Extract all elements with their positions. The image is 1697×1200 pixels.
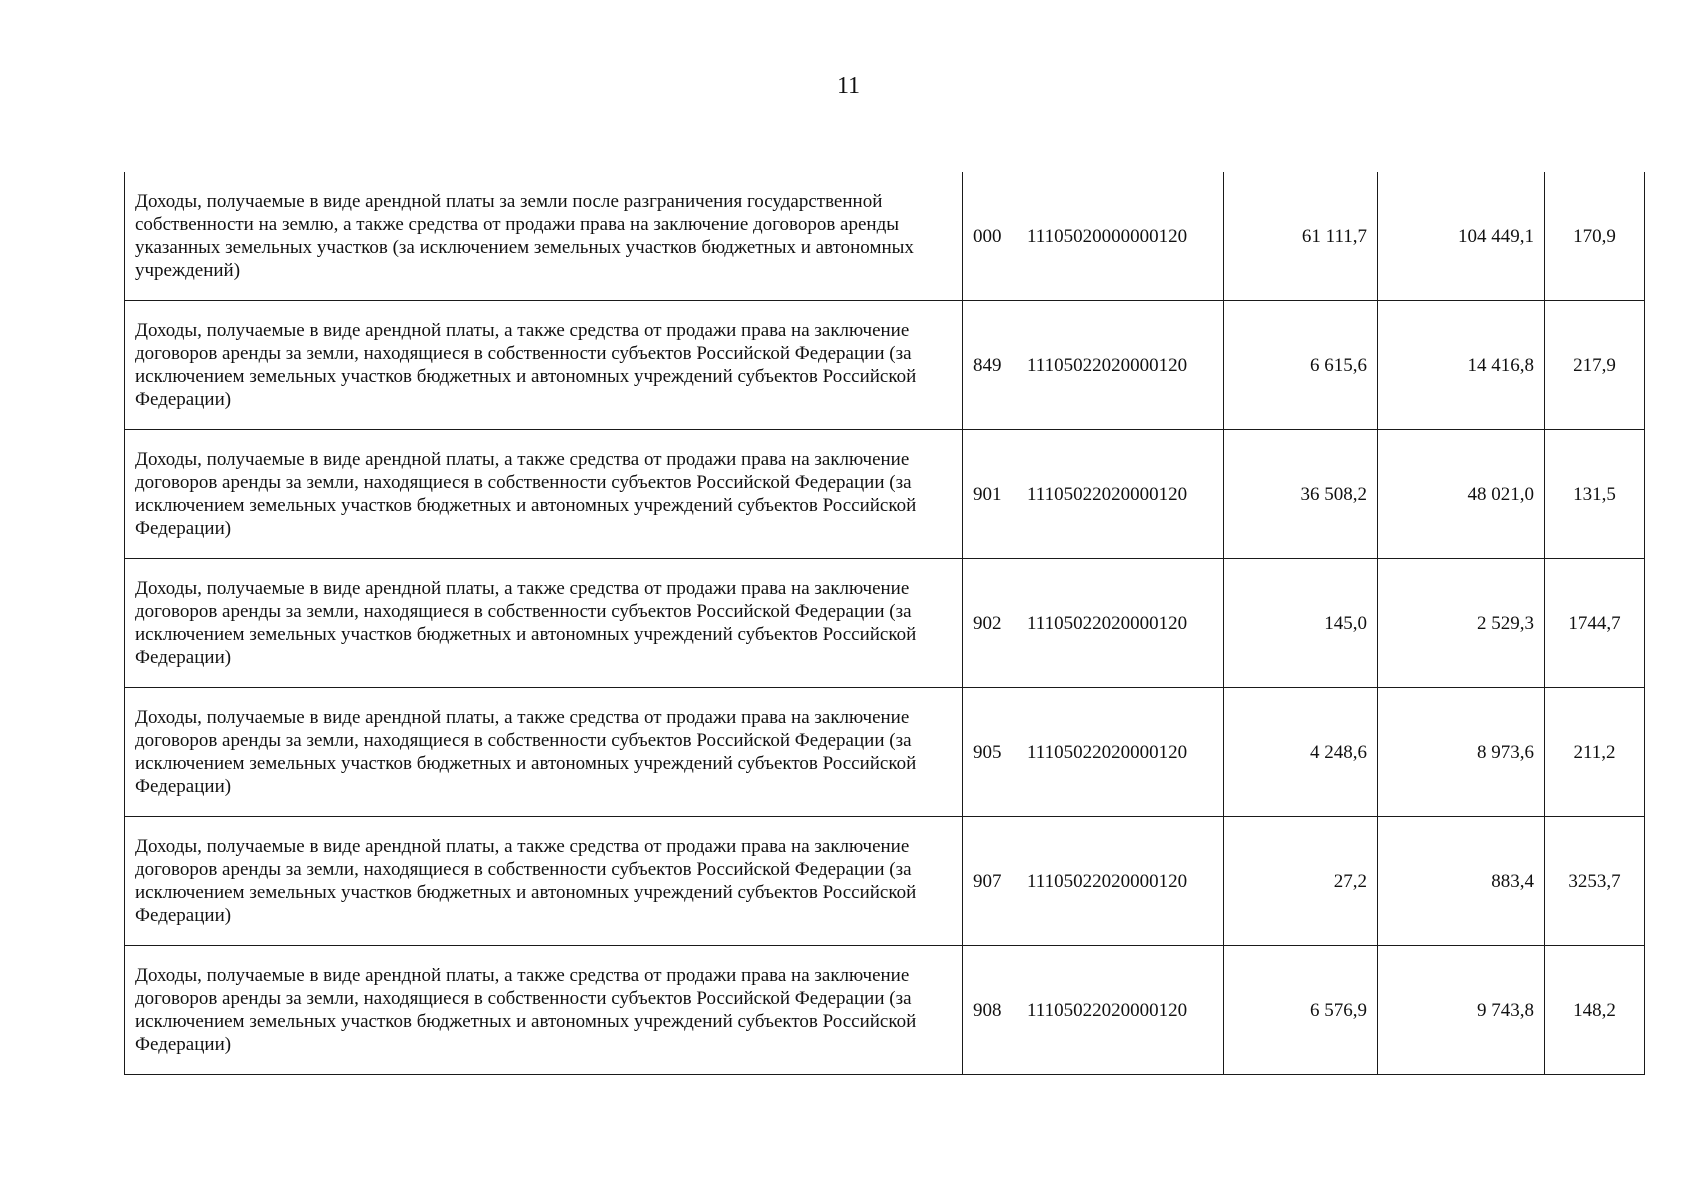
admin-code: 908	[973, 999, 1002, 1021]
page-number: 11	[836, 73, 861, 99]
kbk-code: 11105020000000120	[1027, 225, 1188, 247]
value-1-cell: 6 576,9	[1224, 946, 1378, 1075]
percent-cell: 131,5	[1545, 430, 1645, 559]
kbk-code: 11105022020000120	[1027, 870, 1188, 892]
codes-wrapper	[963, 225, 1223, 248]
admin-code: 000	[973, 225, 1002, 247]
codes-wrapper	[963, 870, 1223, 893]
codes-cell	[963, 559, 1224, 688]
table-row	[125, 172, 1645, 301]
income-description-cell: Доходы, получаемые в виде арендной платы, а также средства от продажи права на заключение договоров аренды за земли, находящиеся в собственности субъектов Российской Федерации (за исключением земельных участков бюджетных и автономных учреждений субъектов Российской Федерации)	[125, 301, 963, 430]
table-row	[125, 301, 1645, 430]
income-description-cell: Доходы, получаемые в виде арендной платы, а также средства от продажи права на заключение договоров аренды за земли, находящиеся в собственности субъектов Российской Федерации (за исключением земельных участков бюджетных и автономных учреждений субъектов Российской Федерации)	[125, 817, 963, 946]
value-1-cell: 27,2	[1224, 817, 1378, 946]
percent-cell: 148,2	[1545, 946, 1645, 1075]
percent-cell: 170,9	[1545, 172, 1645, 301]
admin-code: 902	[973, 612, 1002, 634]
value-1-cell: 6 615,6	[1224, 301, 1378, 430]
table-row	[125, 430, 1645, 559]
value-1-cell: 4 248,6	[1224, 688, 1378, 817]
codes-cell	[963, 817, 1224, 946]
value-2-cell: 883,4	[1378, 817, 1545, 946]
codes-wrapper	[963, 741, 1223, 764]
income-table	[124, 172, 1645, 1075]
income-description-cell: Доходы, получаемые в виде арендной платы, а также средства от продажи права на заключение договоров аренды за земли, находящиеся в собственности субъектов Российской Федерации (за исключением земельных участков бюджетных и автономных учреждений субъектов Российской Федерации)	[125, 946, 963, 1075]
codes-wrapper	[963, 612, 1223, 635]
table-row	[125, 817, 1645, 946]
table-row	[125, 946, 1645, 1075]
value-2-cell: 14 416,8	[1378, 301, 1545, 430]
income-table-body	[125, 172, 1645, 1075]
codes-wrapper	[963, 354, 1223, 377]
codes-cell	[963, 946, 1224, 1075]
admin-code: 849	[973, 354, 1002, 376]
value-1-cell: 145,0	[1224, 559, 1378, 688]
percent-cell: 211,2	[1545, 688, 1645, 817]
percent-cell: 1744,7	[1545, 559, 1645, 688]
admin-code: 901	[973, 483, 1002, 505]
percent-cell: 217,9	[1545, 301, 1645, 430]
kbk-code: 11105022020000120	[1027, 999, 1188, 1021]
kbk-code: 11105022020000120	[1027, 741, 1188, 763]
kbk-code: 11105022020000120	[1027, 483, 1188, 505]
codes-wrapper	[963, 999, 1223, 1022]
admin-code: 907	[973, 870, 1002, 892]
value-2-cell: 8 973,6	[1378, 688, 1545, 817]
income-description-cell: Доходы, получаемые в виде арендной платы, а также средства от продажи права на заключение договоров аренды за земли, находящиеся в собственности субъектов Российской Федерации (за исключением земельных участков бюджетных и автономных учреждений субъектов Российской Федерации)	[125, 430, 963, 559]
value-2-cell: 48 021,0	[1378, 430, 1545, 559]
table-row	[125, 688, 1645, 817]
codes-cell	[963, 172, 1224, 301]
codes-cell	[963, 301, 1224, 430]
income-description-cell: Доходы, получаемые в виде арендной платы, а также средства от продажи права на заключение договоров аренды за земли, находящиеся в собственности субъектов Российской Федерации (за исключением земельных участков бюджетных и автономных учреждений субъектов Российской Федерации)	[125, 559, 963, 688]
codes-wrapper	[963, 483, 1223, 506]
income-description-cell: Доходы, получаемые в виде арендной платы за земли после разграничения государственной собственности на землю, а также средства от продажи права на заключение договоров аренды указанных земельных участков (за исключением земельных участков бюджетных и автономных учреждений)	[125, 172, 963, 301]
kbk-code: 11105022020000120	[1027, 354, 1188, 376]
value-1-cell: 36 508,2	[1224, 430, 1378, 559]
percent-cell: 3253,7	[1545, 817, 1645, 946]
codes-cell	[963, 688, 1224, 817]
value-2-cell: 2 529,3	[1378, 559, 1545, 688]
value-1-cell: 61 111,7	[1224, 172, 1378, 301]
value-2-cell: 9 743,8	[1378, 946, 1545, 1075]
kbk-code: 11105022020000120	[1027, 612, 1188, 634]
value-2-cell: 104 449,1	[1378, 172, 1545, 301]
income-description-cell: Доходы, получаемые в виде арендной платы, а также средства от продажи права на заключение договоров аренды за земли, находящиеся в собственности субъектов Российской Федерации (за исключением земельных участков бюджетных и автономных учреждений субъектов Российской Федерации)	[125, 688, 963, 817]
table-row	[125, 559, 1645, 688]
admin-code: 905	[973, 741, 1002, 763]
codes-cell	[963, 430, 1224, 559]
